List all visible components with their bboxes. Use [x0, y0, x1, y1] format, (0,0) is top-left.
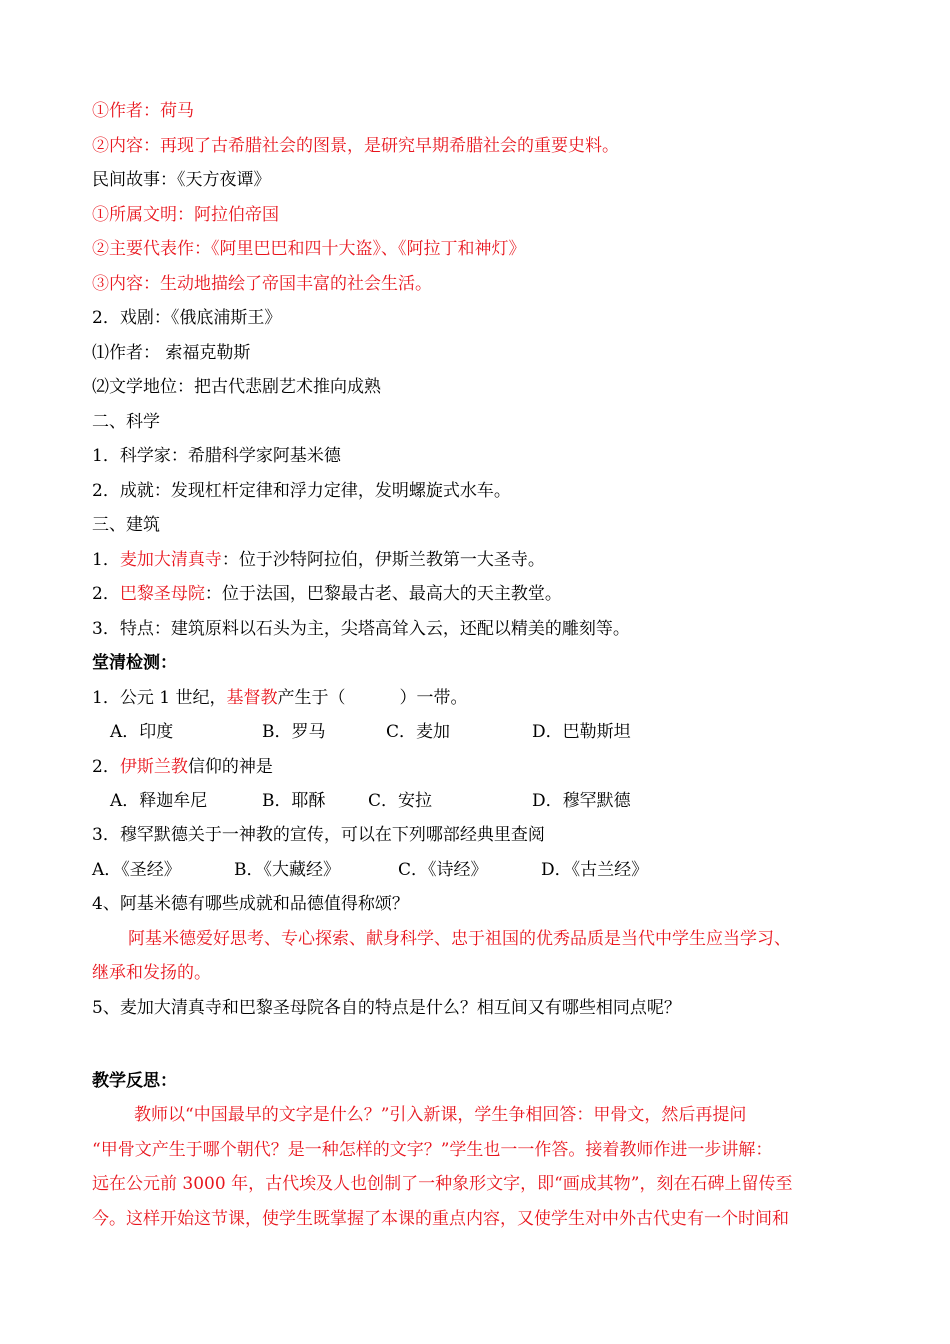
- q1-option-d: D．巴勒斯坦: [532, 722, 631, 742]
- science-scientist: 1．科学家：希腊科学家阿基米德: [92, 446, 341, 466]
- architecture-item-mecca: [92, 549, 545, 571]
- architecture-heading: 三、建筑: [92, 515, 160, 535]
- mecca-mosque-desc: ：位于沙特阿拉伯，伊斯兰教第一大圣寺。: [221, 550, 545, 570]
- q2-option-b: B．耶酥: [262, 791, 326, 811]
- q1-prefix: 1．公元 1 世纪，: [92, 688, 227, 708]
- reflection-line-1: 教师以“中国最早的文字是什么？”引入新课，学生争相回答：甲骨文，然后再提问: [134, 1105, 747, 1125]
- drama-author: ⑴作者： 索福克勒斯: [92, 343, 251, 363]
- notre-dame-name: 巴黎圣母院: [119, 584, 205, 604]
- science-achievement: 2．成就：发现杠杆定律和浮力定律，发明螺旋式水车。: [92, 481, 511, 501]
- q3-option-b: B．《大藏经》: [234, 860, 340, 880]
- folk-tale-works: ②主要代表作：《阿里巴巴和四十大盗》、《阿拉丁和神灯》: [92, 239, 526, 259]
- q3-option-a: A．《圣经》: [92, 860, 181, 880]
- q2-option-d: D．穆罕默德: [532, 791, 631, 811]
- item-number: 2．: [92, 584, 120, 604]
- drama-status: ⑵文学地位：把古代悲剧艺术推向成熟: [92, 377, 381, 397]
- q2-suffix: 信仰的神是: [187, 757, 273, 777]
- q1-option-a: A．印度: [110, 722, 174, 742]
- mecca-mosque-name: 麦加大清真寺: [119, 550, 222, 570]
- quiz-question-5: 5、麦加大清真寺和巴黎圣母院各自的特点是什么？相互间又有哪些相同点呢？: [92, 998, 681, 1018]
- notre-dame-desc: ：位于法国，巴黎最古老、最高大的天主教堂。: [204, 584, 562, 604]
- reflection-line-4: 今。这样开始这节课，使学生既掌握了本课的重点内容，又使学生对中外古代史有一个时间和: [92, 1209, 789, 1229]
- q1-suffix: 产生于（ ）一带。: [277, 688, 468, 708]
- architecture-features: 3．特点：建筑原料以石头为主，尖塔高耸入云，还配以精美的雕刻等。: [92, 619, 630, 639]
- folk-tale-title: 民间故事：《天方夜谭》: [92, 170, 271, 190]
- q1-option-c: C．麦加: [386, 722, 451, 742]
- q2-option-a: A．释迦牟尼: [110, 791, 208, 811]
- architecture-item-notre-dame: [92, 583, 562, 605]
- quiz-question-3: 3．穆罕默德关于一神教的宣传，可以在下列哪部经典里查阅: [92, 825, 545, 845]
- reflection-line-2: “甲骨文产生于哪个朝代？是一种怎样的文字？”学生也一一作答。接着教师作进一步讲解：: [92, 1140, 773, 1160]
- q1-option-b: B．罗马: [262, 722, 326, 742]
- folk-tale-content: ③内容：生动地描绘了帝国丰富的社会生活。: [92, 274, 432, 294]
- drama-title: 2．戏剧：《俄底浦斯王》: [92, 308, 282, 328]
- science-heading: 二、科学: [92, 412, 160, 432]
- quiz-question-2: [92, 756, 273, 778]
- quiz-question-1: [92, 687, 468, 709]
- epic-author: ①作者：荷马: [92, 101, 194, 121]
- q2-option-c: C．安拉: [368, 791, 433, 811]
- quiz-heading: 堂清检测：: [92, 653, 177, 673]
- epic-content: ②内容：再现了古希腊社会的图景，是研究早期希腊社会的重要史料。: [92, 136, 619, 156]
- folk-tale-civilization: ①所属文明：阿拉伯帝国: [92, 205, 279, 225]
- q4-answer-line-1: 阿基米德爱好思考、专心探索、献身科学、忠于祖国的优秀品质是当代中学生应当学习、: [128, 929, 791, 949]
- q2-keyword: 伊斯兰教: [119, 757, 188, 777]
- quiz-question-4: 4、阿基米德有哪些成就和品德值得称颂？: [92, 894, 409, 914]
- q3-option-d: D．《古兰经》: [541, 860, 649, 880]
- reflection-line-3: 远在公元前 3000 年，古代埃及人也创制了一种象形文字，即“画成其物”，刻在石碑上留传至: [92, 1174, 793, 1194]
- reflection-heading: 教学反思：: [92, 1071, 177, 1091]
- q2-prefix: 2．: [92, 757, 120, 777]
- q4-answer-line-2: 继承和发扬的。: [92, 963, 211, 983]
- item-number: 1．: [92, 550, 120, 570]
- q3-option-c: C．《诗经》: [398, 860, 488, 880]
- q1-keyword: 基督教: [226, 688, 278, 708]
